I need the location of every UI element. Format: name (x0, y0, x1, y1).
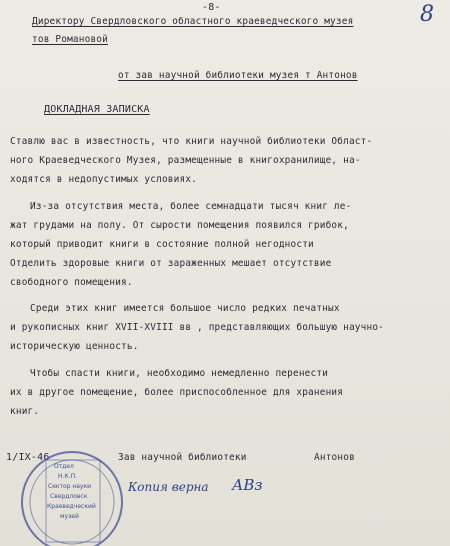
document-title: ДОКЛАДНАЯ ЗАПИСКА (44, 104, 150, 115)
body-line-11: историческую ценность. (10, 341, 139, 352)
addressee-line-2: тов Романовой (32, 34, 108, 45)
stamp-line-4: Свердловск (50, 493, 88, 500)
body-line-7: Отделить здоровые книги от зараженных мешает отсутствие (10, 258, 332, 269)
body-line-4: Из-за отсутствия места, более семнадцати тысяч книг ле- (30, 201, 352, 212)
from-line: от зав научной библиотеки музея т Антонов (118, 70, 358, 81)
body-line-14: книг. (10, 406, 40, 417)
certified-copy-note: Копия верна (128, 480, 209, 494)
stamp-line-1: Отдел (54, 463, 74, 470)
stamp-line-3: Сектор науки (48, 483, 92, 490)
body-line-10: и рукописных книг XVII-XVIII вв , представляющих большую научно- (10, 322, 385, 333)
body-line-13: их в другое помещение, более приспособленное для хранения (10, 387, 344, 398)
body-line-6: который приводит книги в состояние полной негодности (10, 239, 314, 250)
signature-date: 1/IX-46 (6, 452, 50, 463)
body-line-5: жат грудами на полу. От сырости помещения появился грибок, (10, 220, 349, 231)
body-line-9: Среди этих книг имеется большое число редких печатных (30, 303, 340, 314)
stamp-line-5: Краеведческий (47, 503, 96, 510)
body-line-2: ного Краеведческого Музея, размещенные в книгохранилище, на- (10, 155, 361, 166)
body-line-12: Чтобы спасти книги, необходимо немедленно перенести (30, 368, 329, 379)
signature-position: Зав научной библиотеки (118, 452, 247, 463)
body-line-8: свободного помещения. (10, 277, 133, 288)
handwritten-initials: АВз (232, 476, 263, 494)
page-number-corner: 8 (420, 2, 434, 27)
stamp-line-2: Н.К.П. (58, 473, 78, 480)
stamp-line-6: музей (60, 513, 79, 520)
body-line-3: ходятся в недопустимых условиях. (10, 174, 198, 185)
page-number-top: -8- (202, 2, 221, 13)
signature-name: Антонов (314, 452, 355, 463)
round-stamp (12, 442, 132, 546)
body-line-1: Ставлю вас в известность, что книги научной библиотеки Област- (10, 136, 373, 147)
addressee-line-1: Директору Свердловского областного краеведческого музея (32, 16, 354, 27)
